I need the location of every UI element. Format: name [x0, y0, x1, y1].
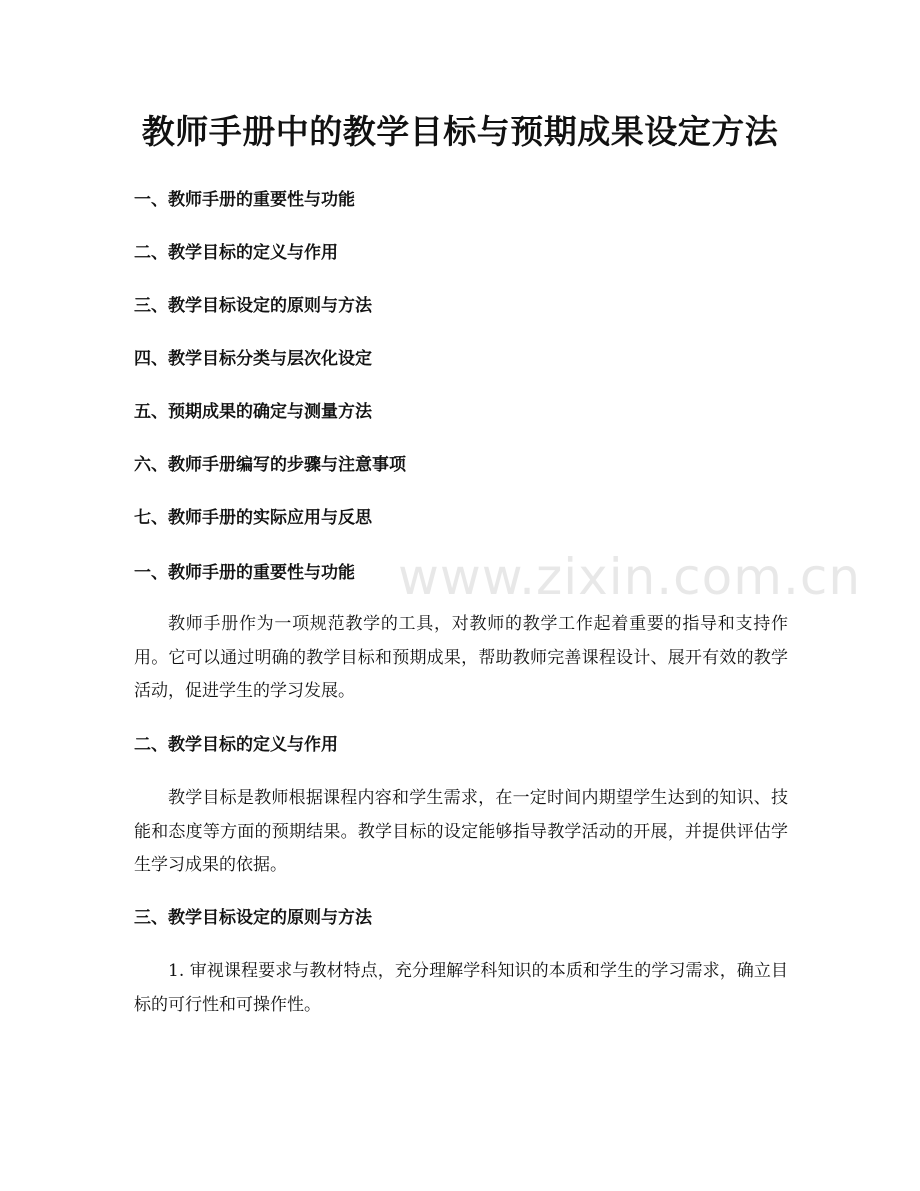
- section-heading: 一、教师手册的重要性与功能: [134, 563, 355, 583]
- table-of-contents: [134, 184, 794, 555]
- section-paragraph: 1. 审视课程要求与教材特点，充分理解学科知识的本质和学生的学习需求，确立目标的可行性和可操作性。: [134, 961, 788, 1015]
- section-paragraph: 教学目标是教师根据课程内容和学生需求，在一定时间内期望学生达到的知识、技能和态度等方面的预期结果。教学目标的设定能够指导教学活动的开展，并提供评估学生学习成果的依据。: [134, 788, 788, 875]
- toc-item: 二、教学目标的定义与作用: [134, 243, 338, 263]
- section-heading: 三、教学目标设定的原则与方法: [134, 908, 372, 928]
- toc-item: 一、教师手册的重要性与功能: [134, 190, 355, 210]
- toc-item: 六、教师手册编写的步骤与注意事项: [134, 455, 406, 475]
- section-paragraph: 教师手册作为一项规范教学的工具，对教师的教学工作起着重要的指导和支持作用。它可以通过明确的教学目标和预期成果，帮助教师完善课程设计、展开有效的教学活动，促进学生的学习发展。: [134, 614, 788, 701]
- document-title: 教师手册中的教学目标与预期成果设定方法: [141, 112, 779, 151]
- section-heading: 二、教学目标的定义与作用: [134, 735, 338, 755]
- toc-item: 四、教学目标分类与层次化设定: [134, 349, 372, 369]
- watermark: www.zixin.com.cn: [398, 548, 862, 606]
- toc-item: 三、教学目标设定的原则与方法: [134, 296, 372, 316]
- toc-item: 七、教师手册的实际应用与反思: [134, 508, 372, 528]
- toc-item: 五、预期成果的确定与测量方法: [134, 402, 372, 422]
